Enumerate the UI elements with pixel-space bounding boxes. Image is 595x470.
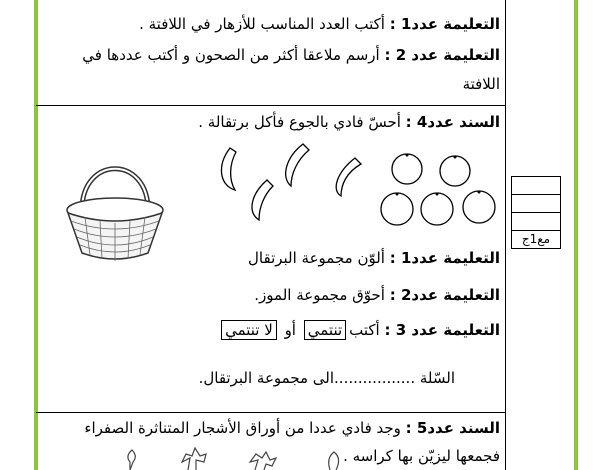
instruction-label: التعليمة عدد 2 : <box>384 46 500 64</box>
leaf-icon <box>182 448 206 470</box>
answer-option-belongs: تنتمي <box>304 320 346 340</box>
instruction-text: أرسم ملاعقا أكثر من الصحون و أكتب عددها في <box>82 46 385 64</box>
orange-icon <box>392 154 422 184</box>
orange-group <box>375 145 500 235</box>
orange-icon <box>463 191 495 223</box>
banana-icon <box>286 144 309 186</box>
orange-icon <box>421 193 453 225</box>
assessment-grid <box>511 176 561 249</box>
or-text: أو <box>279 321 301 339</box>
banana-icon <box>336 158 361 196</box>
section-label: السند عدد4 : <box>405 113 500 131</box>
grid-cell <box>511 212 561 230</box>
instruction-2 <box>82 45 500 65</box>
instruction-label: التعليمة عدد1 : <box>389 249 500 267</box>
grid-cell <box>511 176 561 194</box>
section-text: فجمعها ليزيّن بها كراسه . <box>343 447 500 465</box>
section-4-instruction-3 <box>218 320 500 340</box>
instruction-text: أكتب <box>349 321 385 339</box>
fill-in-sentence <box>199 368 455 388</box>
banana-group <box>215 140 365 230</box>
answer-option-not-belongs: لا تنتمي <box>221 320 277 340</box>
column-divider <box>505 0 506 470</box>
left-border <box>34 0 38 470</box>
section-4-title <box>198 112 500 132</box>
leaf-group <box>100 448 420 470</box>
divider <box>36 105 506 106</box>
instruction-1 <box>139 14 500 34</box>
instruction-text: ألوّن مجموعة البرتقال <box>248 249 390 267</box>
section-label: السند عدد5 : <box>405 419 500 437</box>
leaf-icon <box>329 452 339 470</box>
instruction-text: أحوّق مجموعة الموز. <box>254 286 390 304</box>
instruction-text: أكتب العدد المناسب للأزهار في اللافتة . <box>139 15 390 33</box>
banana-icon <box>252 180 273 220</box>
instruction-2-continued <box>463 74 500 94</box>
instruction-label: التعليمة عدد2 : <box>389 286 500 304</box>
leaf-icon <box>128 450 135 470</box>
right-border <box>574 0 578 470</box>
grid-cell <box>511 194 561 212</box>
section-4-instruction-2 <box>254 285 500 305</box>
leaf-icon <box>250 452 276 470</box>
criterion-code: مع1ج <box>511 230 561 249</box>
instruction-label: التعليمة عدد1 : <box>389 15 500 33</box>
section-text: وجد فادي عددا من أوراق الأشجار المتناثرة الصفراء <box>84 419 406 437</box>
instruction-label: التعليمة عدد 3 : <box>384 321 500 339</box>
section-text: أحسّ فادي بالجوع فأكل برتقالة . <box>198 113 406 131</box>
section-4-instruction-1 <box>248 248 500 268</box>
orange-icon <box>440 156 470 186</box>
basket-image <box>60 155 170 265</box>
instruction-text: اللافتة <box>462 75 500 93</box>
divider <box>36 412 506 413</box>
section-5-title <box>84 418 500 438</box>
banana-icon <box>221 148 236 190</box>
fill-in-text: السّلة .................الى مجموعة البرتقال. <box>198 369 455 387</box>
orange-icon <box>381 193 413 225</box>
